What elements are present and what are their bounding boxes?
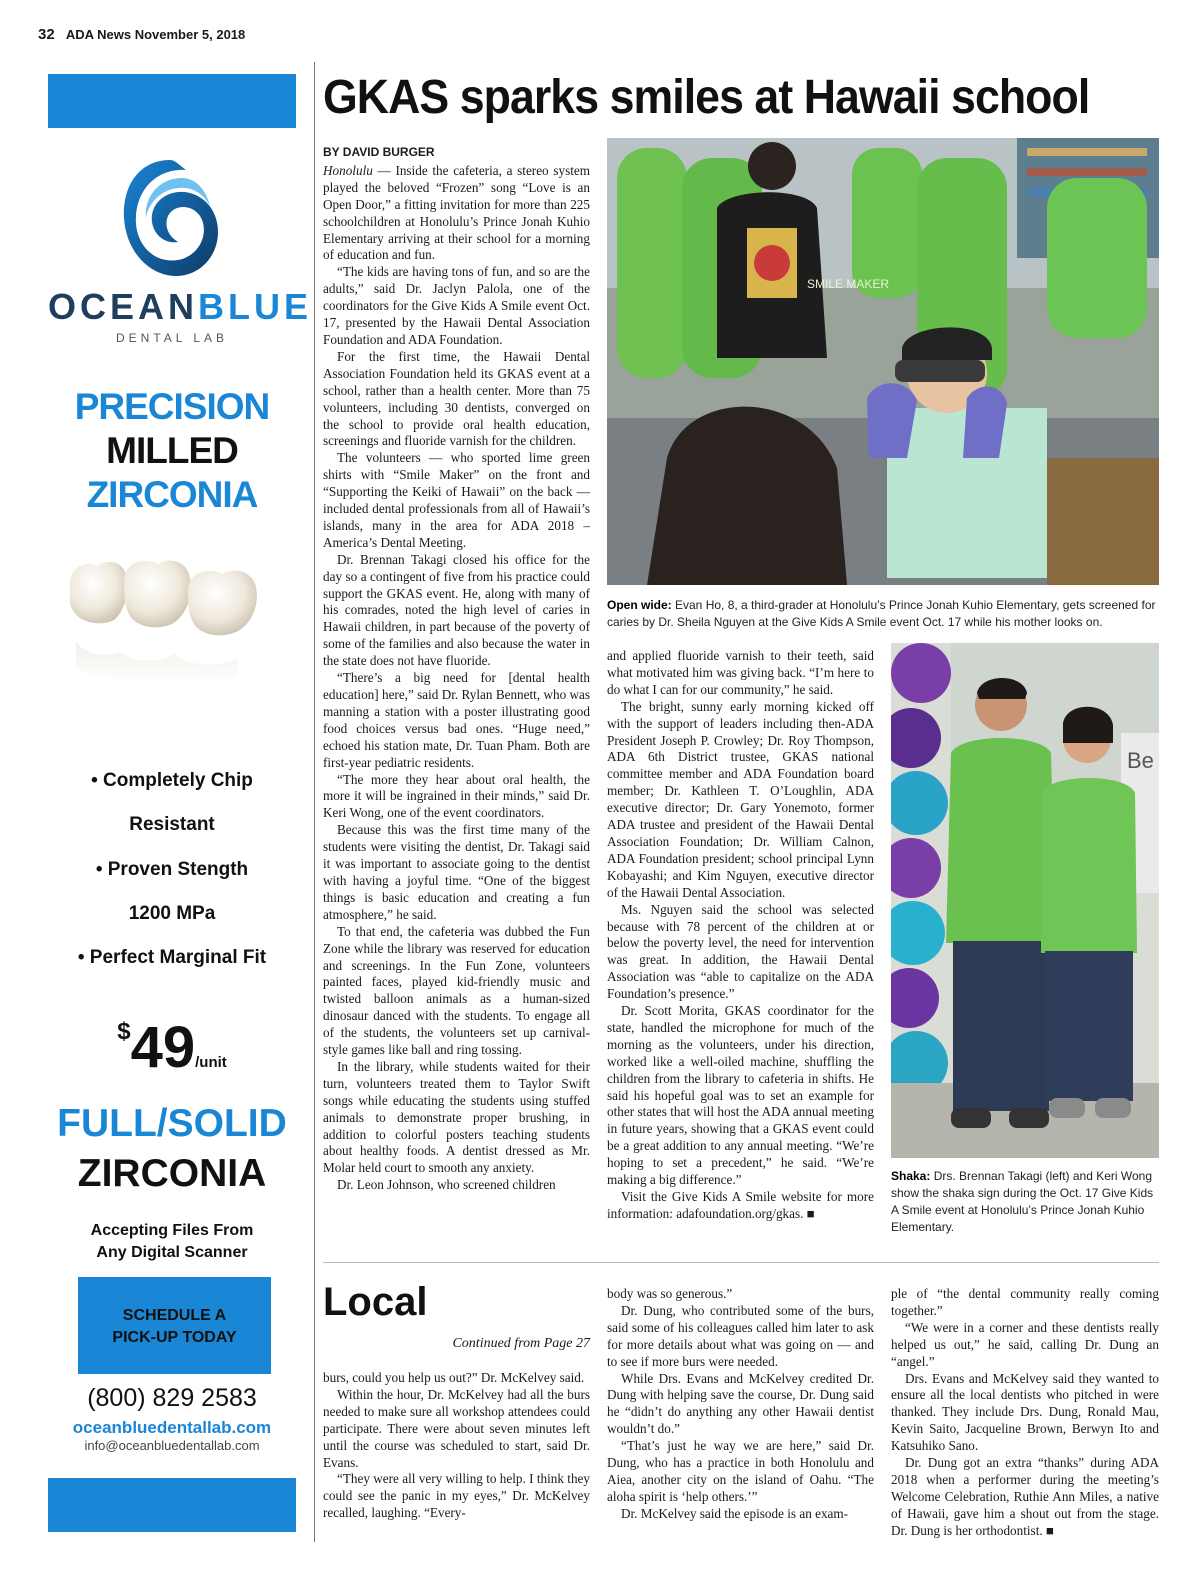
ad-brand-sub: DENTAL LAB xyxy=(115,331,229,345)
ad-phone: (800) 829 2583 xyxy=(87,1384,257,1412)
caption-label: Shaka: xyxy=(891,1169,931,1183)
local-paragraph: Dr. Dung got an extra “thanks” during ADA 2018 when a performer during the meeting’s Welcome Celebration, Ruthie Ann Miles, a native of Hawaii, gave him a shout out from the stage. Dr. Dung is her orthodontist. ■ xyxy=(891,1455,1159,1538)
column-divider xyxy=(314,62,315,1542)
caption-text: Drs. Brennan Takagi (left) and Keri Wong show the shaka sign during the Oct. 17 Give Kids A Smile event at Honolulu’s Prince Jonah Kuhio Elementary. xyxy=(891,1169,1154,1234)
wall-sign-text: Be xyxy=(1127,748,1154,773)
feature-1b: Resistant xyxy=(129,814,215,835)
article-paragraph: Ms. Nguyen said the school was selected because with 78 percent of the children at or below the poverty level, the need for intervention was great. In addition, the Hawaii Dental Association was “able to capitalize on the ADA Foundation’s presence.” xyxy=(607,901,874,1002)
feature-3: • Perfect Marginal Fit xyxy=(77,947,267,968)
local-column-3 xyxy=(891,1286,1159,1540)
dateline: Honolulu xyxy=(323,162,373,178)
article-paragraph: “The more they hear about oral health, the more it will be ingrained in their minds,” said Dr. Keri Wong, one of the event coordinators. xyxy=(323,771,590,821)
article-column-2 xyxy=(607,648,874,1223)
shaka-photo xyxy=(891,643,1159,1158)
local-paragraph: body was so generous.” xyxy=(607,1286,733,1301)
local-paragraph: “They were all very willing to help. I think they could see the panic in my eyes,” Dr. McKelvey recalled, laughing. “Every- xyxy=(323,1471,590,1521)
schedule-pickup-box xyxy=(78,1277,271,1374)
shaka-photo-illustration xyxy=(891,643,1159,1158)
local-paragraph: “We were in a corner and these dentists really helped us out,” he said, calling Dr. Dung an “angel.” xyxy=(891,1319,1159,1369)
accept-files-text xyxy=(48,1220,296,1264)
article-paragraph: Dr. Leon Johnson, who screened children xyxy=(337,1177,556,1193)
article-paragraph: In the library, while students waited for their turn, volunteers treated them to Taylor Swift songs while educating the students using stuffed animals to demonstrate proper brushing, in addition to colorful posters teaching students about healthy foods. A dentist dressed as Mr. Molar held court to smooth any anxiety. xyxy=(323,1058,590,1176)
accept-line-2: Any Digital Scanner xyxy=(96,1244,248,1261)
article-column-1 xyxy=(323,144,590,1194)
brand-blue: BLUE xyxy=(198,286,313,327)
caption-text: Evan Ho, 8, a third-grader at Honolulu’s Prince Jonah Kuhio Elementary, gets screened for caries by Dr. Sheila Nguyen at the Give Kids A Smile event Oct. 17 while his mother looks on. xyxy=(607,598,1156,629)
local-paragraph: While Drs. Evans and McKelvey credited Dr. Dung with helping save the course, Dr. Dung said he “didn’t do anything any other Hawaii dentist wouldn’t do.” xyxy=(607,1370,874,1437)
caption-label: Open wide: xyxy=(607,598,672,612)
article-byline: BY DAVID BURGER xyxy=(323,145,435,159)
local-paragraph: Dr. McKelvey said the episode is an exam- xyxy=(621,1505,849,1521)
local-column-2 xyxy=(607,1286,874,1523)
wave-logo-icon xyxy=(120,156,220,280)
article-paragraph: Honolulu — Inside the cafeteria, a stereo system played the beloved “Frozen” song “Love is an Open Door,” a fitting invitation for more than 225 schoolchildren at Honolulu’s Prince Jonah Kuhio Elementary arriving at their school for a morning of education and fun. xyxy=(323,162,590,263)
type-line-2: ZIRCONIA xyxy=(77,1152,267,1195)
cta-line-2: PICK-UP TODAY xyxy=(112,1329,237,1346)
local-paragraph: ple of “the dental community really coming together.” xyxy=(891,1286,1159,1318)
article-paragraph: For the first time, the Hawaii Dental Association Foundation held its GKAS event at a school, rather than a health center. More than 75 volunteers, including 30 dentists, converged on the school to provide oral health education, screenings and fluoride varnish for the children. xyxy=(323,348,590,449)
shirt-text: SMILE MAKER xyxy=(807,277,890,291)
price-symbol: $ xyxy=(117,1018,131,1045)
local-paragraph: Dr. Dung, who contributed some of the burs, said some of his colleagues called him later to ask for more details about what was going on — and to see if more burs were needed. xyxy=(607,1302,874,1369)
product-line-3: ZIRCONIA xyxy=(86,474,258,515)
local-headline: Local xyxy=(323,1280,428,1324)
section-divider xyxy=(323,1262,1159,1263)
ad-brand-name xyxy=(48,286,313,328)
local-column-1 xyxy=(323,1370,590,1522)
oceanblue-advertisement xyxy=(48,74,313,1534)
cta-line-1: SCHEDULE A xyxy=(122,1307,227,1324)
article-paragraph: Because this was the first time many of the students were visiting the dentist, Dr. Takagi said it was important to associate going to the dentist with having a joyful time. “One of the biggest things is basic education and creating a fun atmosphere,” he said. xyxy=(323,822,590,922)
feature-2: • Proven Stength xyxy=(95,859,249,880)
price-value: 49 xyxy=(130,1015,196,1080)
local-paragraph: burs, could you help us out?” Dr. McKelvey said. xyxy=(323,1370,585,1385)
article-paragraph: To that end, the cafeteria was dubbed the Fun Zone while the library was reserved for education and screenings. In the Fun Zone, volunteers painted faces, played kid-friendly music and twisted balloon animals as a human-sized dinosaur danced with the students. To engage all of the students, the volunteers set up carnival-style games like ball and ring tossing. xyxy=(323,923,590,1058)
page-folio xyxy=(38,26,245,43)
accept-line-1: Accepting Files From xyxy=(90,1222,254,1239)
product-line-1: PRECISION xyxy=(74,386,270,427)
article-paragraph: Dr. Scott Morita, GKAS coordinator for the state, handled the microphone for much of the morning as the volunteers, under his direction, worked like a well-oiled machine, shuffling the children from the library to cafeteria in shifts. He said his hopeful goal was to set an example for other states that will host the ADA annual meeting in future years, showing that a GKAS event could be a great addition to any annual meeting. “We’re hoping to set a precedent,” he said. “We’re making a big difference.” xyxy=(607,1003,874,1188)
brand-ocean: OCEAN xyxy=(48,286,199,327)
article-paragraph: “The kids are having tons of fun, and so are the adults,” said Dr. Jaclyn Palola, one of the coordinators for the Give Kids A Smile event Oct. 17, presented by the Hawaii Dental Association Foundation and ADA Foundation. xyxy=(323,264,590,347)
zirconia-crowns-image xyxy=(62,554,282,724)
price-unit: /unit xyxy=(195,1054,227,1071)
article-headline: GKAS sparks smiles at Hawaii school xyxy=(323,71,1090,124)
screening-photo-illustration xyxy=(607,138,1159,585)
ad-website: oceanbluedentallab.com xyxy=(72,1418,272,1437)
screening-photo xyxy=(607,138,1159,585)
continued-from: Continued from Page 27 xyxy=(452,1336,590,1351)
local-paragraph: Within the hour, Dr. McKelvey had all the burs needed to make sure all workshop attendees could participate. There were about seven minutes left until the course was scheduled to start, said Dr. Evans. xyxy=(323,1386,590,1470)
article-paragraph: “There’s a big need for [dental health education] here,” said Dr. Rylan Bennett, who was manning a station with a poster illustrating good food choices versus bad ones. “Huge need,” echoed his station mate, Dr. Tuan Pham. Both are first-year pediatric residents. xyxy=(323,670,590,770)
product-line-2: MILLED xyxy=(106,430,238,471)
local-paragraph: Drs. Evans and McKelvey said they wanted to ensure all the local dentists who pitched in were thanked. They include Drs. Dung, Ronald Mau, Kevin Saito, Jacqueline Brown, Berwyn Ito and Katsuhiko Sano. xyxy=(891,1370,1159,1454)
page-number: 32 xyxy=(38,26,55,43)
article-paragraph: The bright, sunny early morning kicked off with the support of leaders including then-ADA President Joseph P. Crowley; Dr. Roy Thompson, ADA 6th District trustee, GKAS national committee member and ADA Foundation board member; Dr. Kathleen T. O’Loughlin, ADA executive director; Dr. Gary Yonemoto, former ADA trustee and president of the Hawaii Dental Association Foundation; Dr. William Calnon, ADA Foundation president; school principal Lynn Kobayashi; and Kim Nguyen, executive director of the Hawaii Dental Association. xyxy=(607,698,874,900)
ad-price xyxy=(48,1014,296,1081)
article-paragraph: Dr. Brennan Takagi closed his office for the day so a contingent of five from his practice could support the GKAS event. He, along with many of his comrades, noted the high level of caries in Hawaii children, in part because of the poverty of some of the families and also because the water in the state does not have fluoride. xyxy=(323,551,590,669)
shaka-caption xyxy=(891,1168,1159,1236)
publication-name: ADA News November 5, 2018 xyxy=(65,27,246,42)
feature-2b: 1200 MPa xyxy=(128,903,216,924)
feature-1: • Completely Chip xyxy=(91,770,253,791)
type-line-1: FULL/SOLID xyxy=(57,1102,287,1145)
article-paragraph: and applied fluoride varnish to their teeth, said what motivated him was giving back. “I’m here to do what I can for our community,” he said. xyxy=(607,648,874,697)
ad-bottom-bar xyxy=(48,1478,296,1532)
article-paragraph: Visit the Give Kids A Smile website for more information: adafoundation.org/gkas. ■ xyxy=(607,1189,874,1221)
article-paragraph: The volunteers — who sported lime green shirts with “Smile Maker” on the front and “Supporting the Keiki of Hawaii” on the back — included dental professionals from all of Hawaii’s islands, many in the area for ADA 2018 – America’s Dental Meeting. xyxy=(323,450,590,550)
ad-top-bar xyxy=(48,74,296,128)
screening-caption xyxy=(607,597,1172,631)
ad-email: info@oceanbluedentallab.com xyxy=(84,1438,260,1453)
local-paragraph: “That’s just he way we are here,” said Dr. Dung, who has a practice in both Honolulu and Aiea, another city on the island of Oahu. “The aloha spirit is ‘help others.’” xyxy=(607,1438,874,1504)
